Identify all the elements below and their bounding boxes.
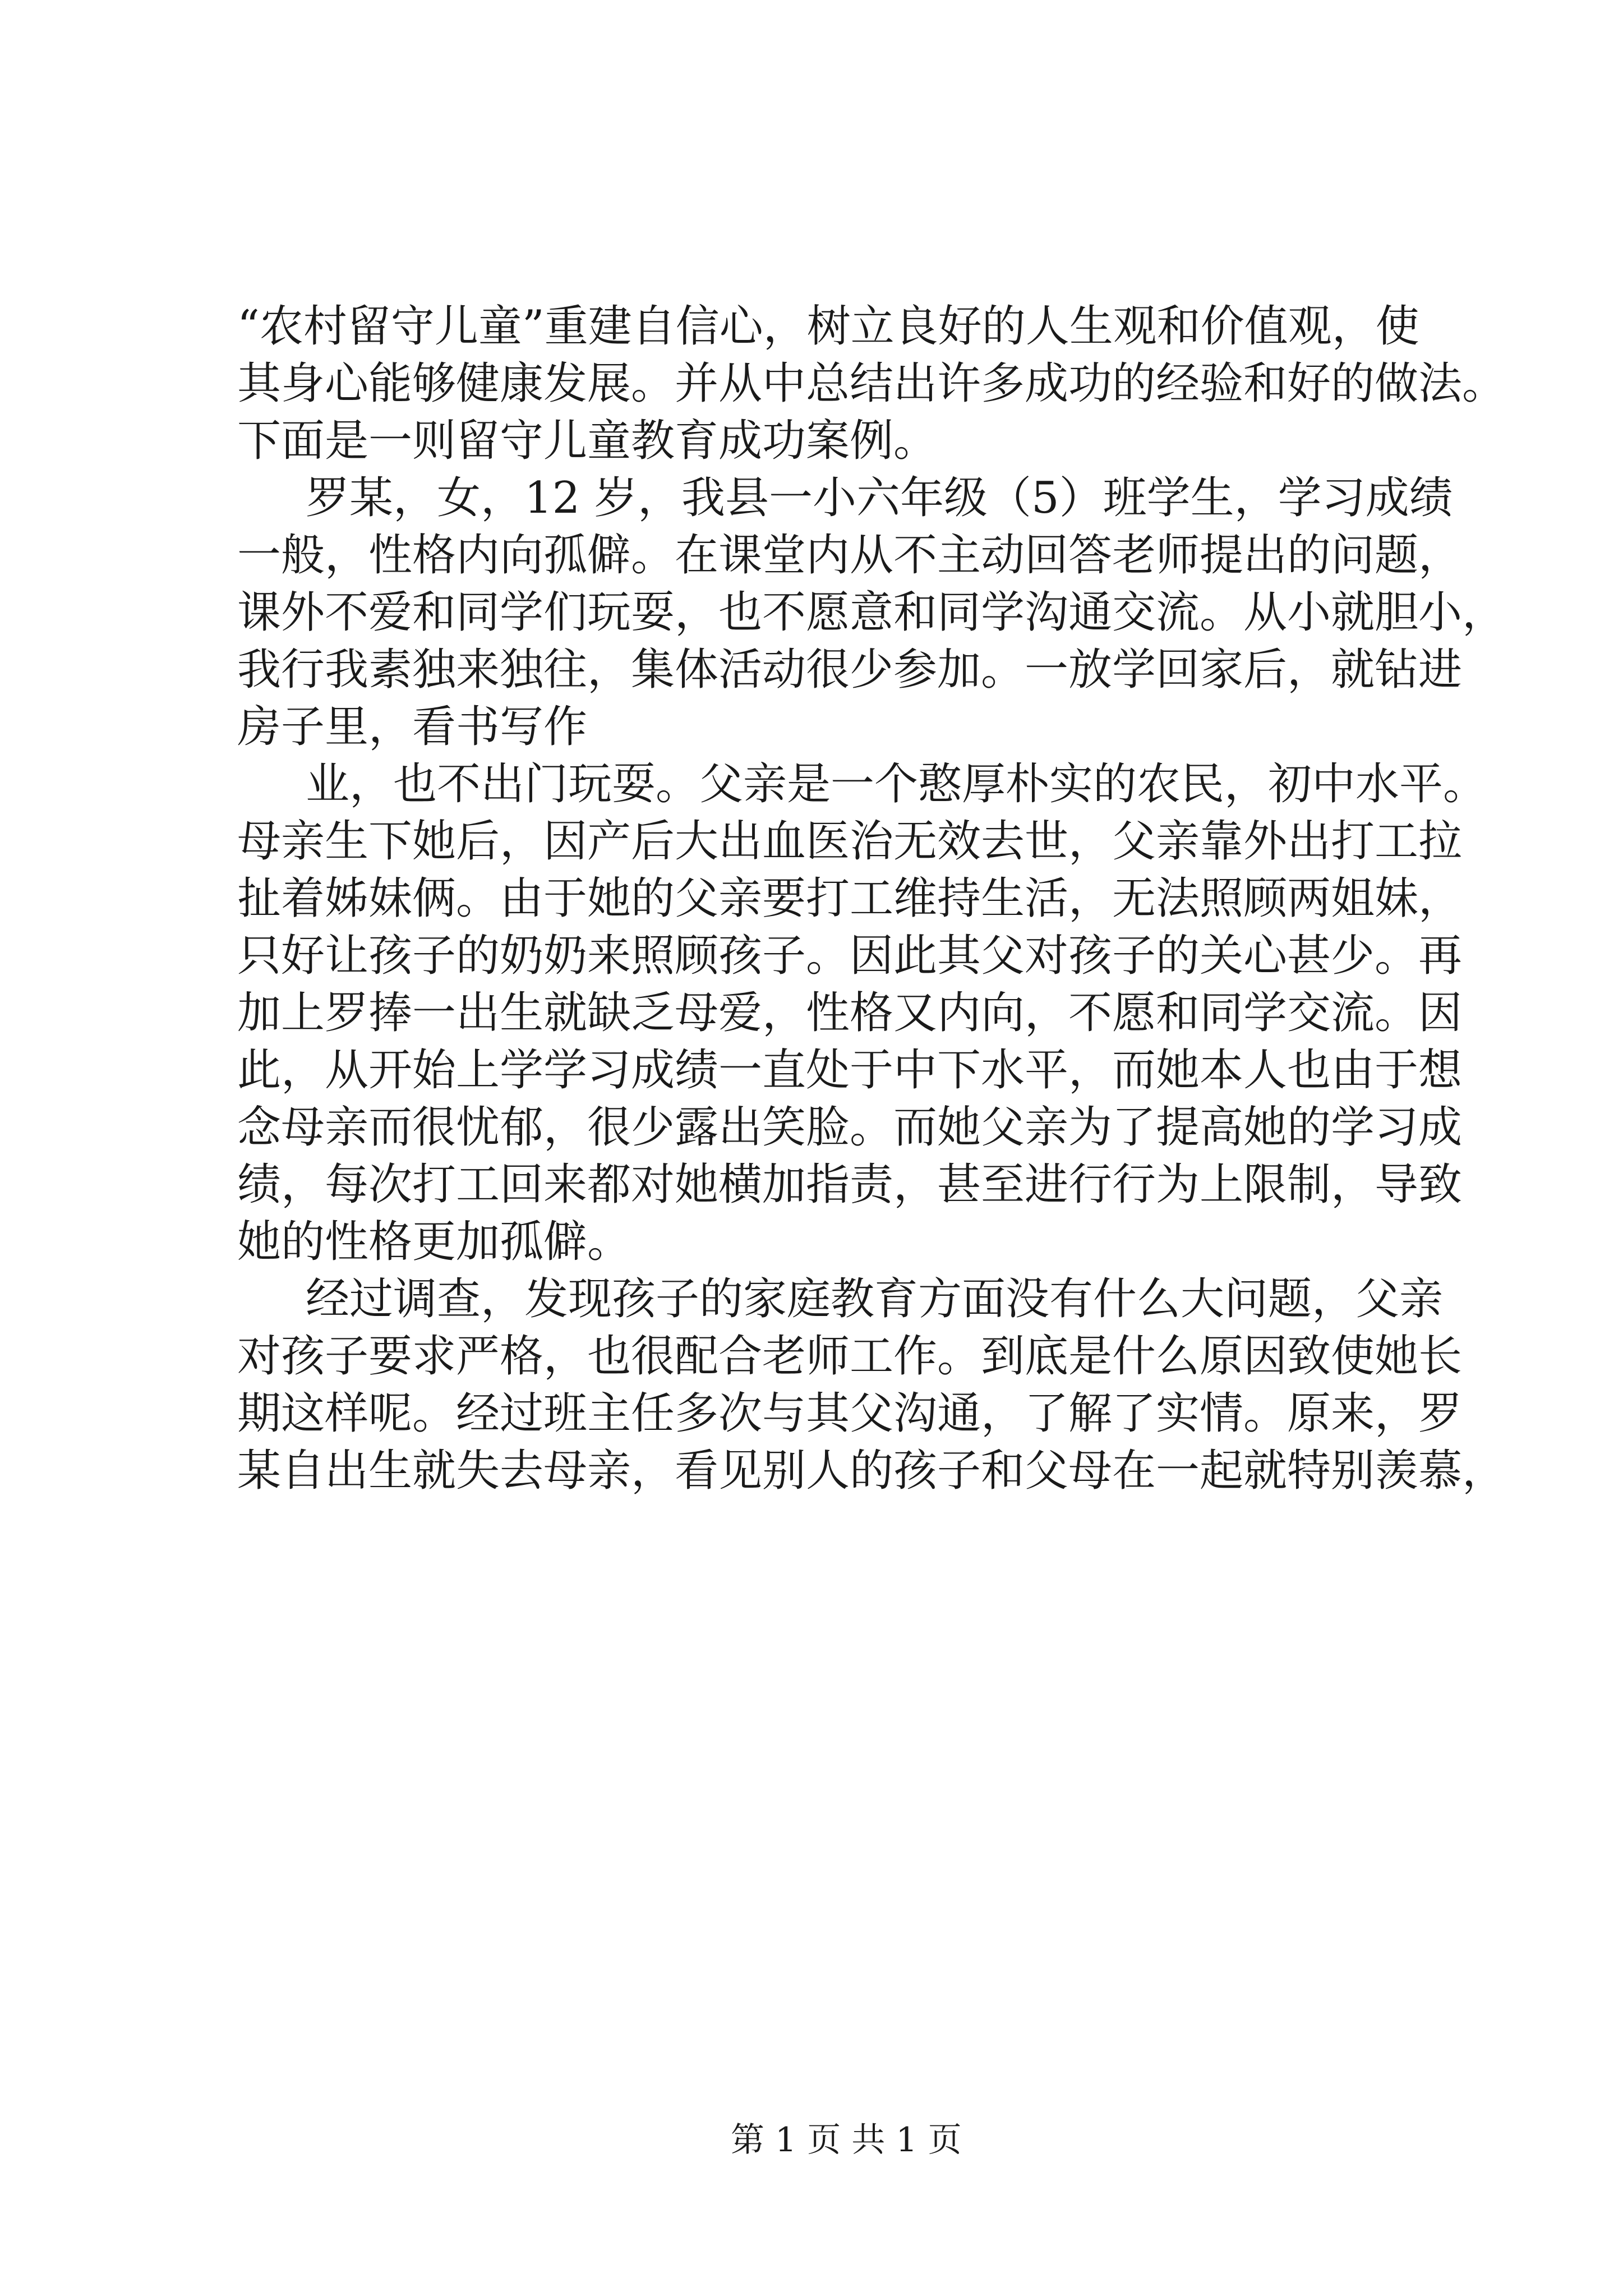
text-line: 某自出生就失去母亲，看见别人的孩子和父母在一起就特别羡慕， [237,1446,1506,1496]
text-line: 经过调查，发现孩子的家庭教育方面没有什么大问题，父亲 [306,1274,1444,1324]
text-line: 我行我素独来独往，集体活动很少参加。一放学回家后，就钻进 [237,645,1463,695]
text-line: 下面是一则留守儿童教育成功案例。 [237,416,938,466]
text-line: 房子里，看书写作 [237,702,588,752]
text-line: 扯着姊妹俩。由于她的父亲要打工维持生活，无法照顾两姐妹， [237,873,1463,924]
text-line: 加上罗捧一出生就缺乏母爱，性格又内向，不愿和同学交流。因 [237,988,1463,1038]
text-line: 只好让孩子的奶奶来照顾孩子。因此其父对孩子的关心甚少。再 [237,931,1463,981]
text-line: 课外不爱和同学们玩耍，也不愿意和同学沟通交流。从小就胆小， [237,587,1506,638]
text-line: 此，从开始上学学习成绩一直处于中下水平，而她本人也由于想 [237,1045,1463,1096]
text-line: “农村留守儿童”重建自信心，树立良好的人生观和价值观，使 [237,301,1419,352]
text-line: 其身心能够健康发展。并从中总结出许多成功的经验和好的做法。 [237,358,1506,409]
text-line: 母亲生下她后，因产后大出血医治无效去世，父亲靠外出打工拉 [237,816,1463,867]
text-line: 一般，性格内向孤僻。在课堂内从不主动回答老师提出的问题， [237,530,1463,581]
text-line: 业，也不出门玩耍。父亲是一个憨厚朴实的农民，初中水平。 [306,759,1487,809]
text-line: 她的性格更加孤僻。 [237,1217,631,1267]
text-line: 对孩子要求严格，也很配合老师工作。到底是什么原因致使她长 [237,1331,1463,1382]
text-line: 绩，每次打工回来都对她横加指责，甚至进行行为上限制，导致 [237,1159,1463,1210]
page-number-footer: 第 1 页 共 1 页 [731,2120,962,2160]
text-line: 念母亲而很忧郁，很少露出笑脸。而她父亲为了提高她的学习成 [237,1102,1463,1153]
text-line: 罗某，女，12 岁，我县一小六年级（5）班学生，学习成绩 [306,473,1453,523]
text-line: 期这样呢。经过班主任多次与其父沟通，了解了实情。原来，罗 [237,1388,1463,1439]
